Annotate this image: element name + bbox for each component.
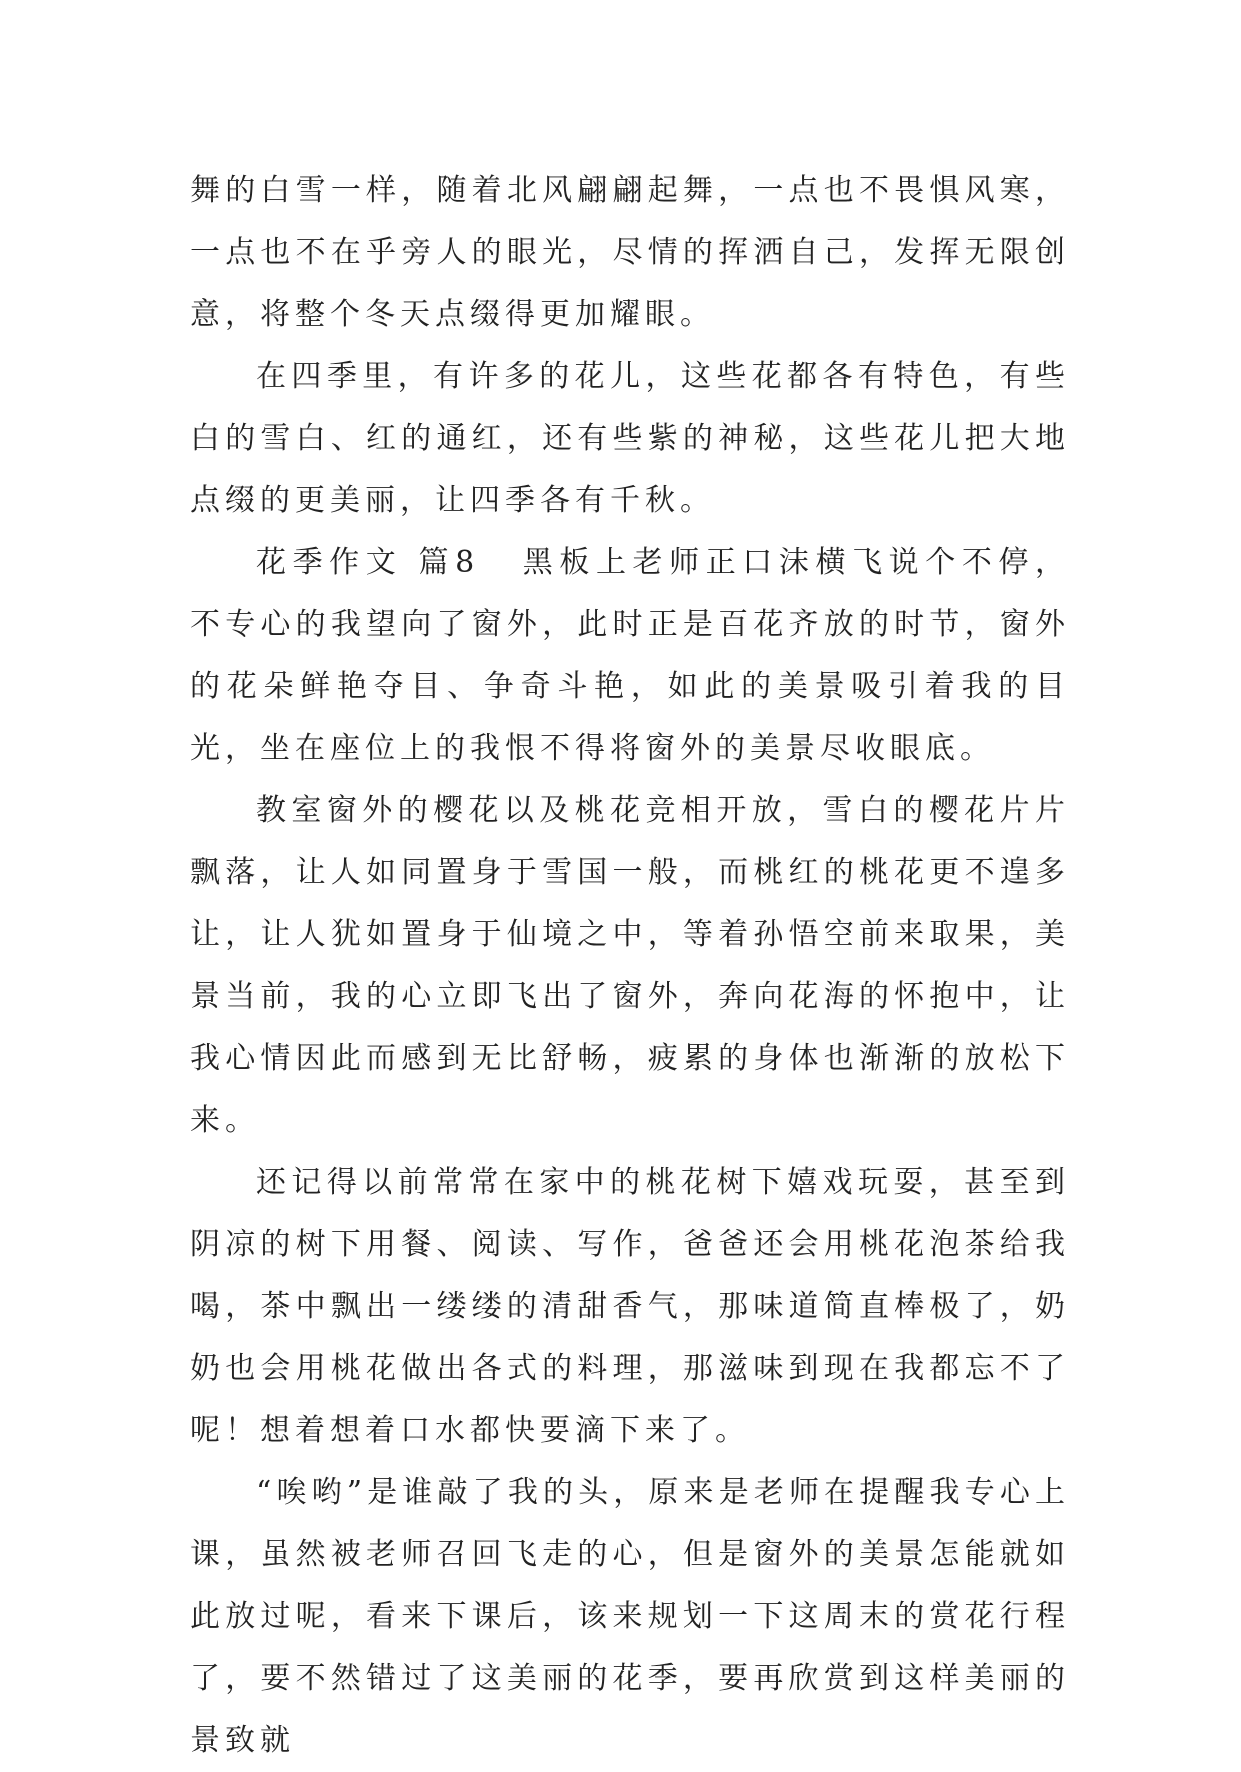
paragraph-essay-8-opening (190, 532, 1070, 780)
essay-opening-text: 黑板上老师正口沫横飞说个不停，不专心的我望向了窗外，此时正是百花齐放的时节，窗外的花朵鲜艳夺目、争奇斗艳，如此的美景吸引着我的目光，坐在座位上的我恨不得将窗外的美景尽收眼底。 (190, 545, 1071, 766)
paragraph-classroom-window: 教室窗外的樱花以及桃花竞相开放，雪白的樱花片片飘落，让人如同置身于雪国一般，而桃红的桃花更不遑多让，让人犹如置身于仙境之中，等着孙悟空前来取果，美景当前，我的心立即飞出了窗外，奔向花海的怀抱中，让我心情因此而感到无比舒畅，疲累的身体也渐渐的放松下来。 (190, 793, 1070, 1138)
paragraph-seasons: 在四季里，有许多的花儿，这些花都各有特色，有些白的雪白、红的通红，还有些紫的神秘，这些花儿把大地点缀的更美丽，让四季各有千秋。 (190, 359, 1070, 518)
paragraph-teacher-reminder: “唉哟”是谁敲了我的头，原来是老师在提醒我专心上课，虽然被老师召回飞走的心，但是窗外的美景怎能就如此放过呢，看来下课后，该来规划一下这周末的赏花行程了，要不然错过了这美丽的花季，要再欣赏到这样美丽的景致就 (190, 1475, 1070, 1758)
paragraph-continuation: 舞的白雪一样，随着北风翩翩起舞，一点也不畏惧风寒，一点也不在乎旁人的眼光，尽情的挥洒自己，发挥无限创意，将整个冬天点缀得更加耀眼。 (190, 173, 1070, 332)
essay-heading: 花季作文 篇8 (256, 545, 480, 580)
document-body (190, 160, 1070, 1772)
paragraph-peach-tree-memory: 还记得以前常常在家中的桃花树下嬉戏玩耍，甚至到阴凉的树下用餐、阅读、写作，爸爸还会用桃花泡茶给我喝，茶中飘出一缕缕的清甜香气，那味道简直棒极了，奶奶也会用桃花做出各式的料理，那滋味到现在我都忘不了呢！想着想着口水都快要滴下来了。 (190, 1165, 1070, 1448)
